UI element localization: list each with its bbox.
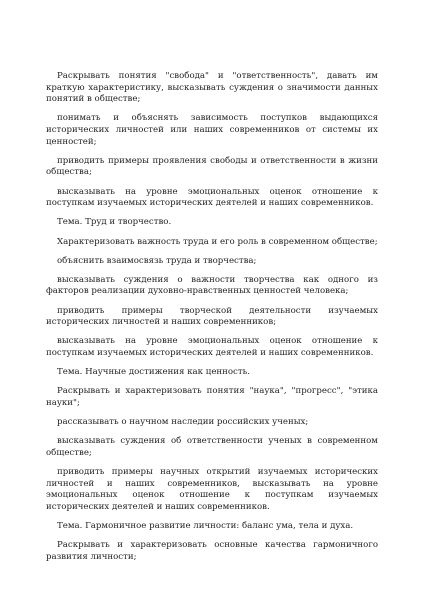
paragraph-freedom-examples: приводить примеры проявления свободы и ответственности в жизни общества; <box>46 155 378 178</box>
paragraph-harmony-qualities: Раскрывать и характеризовать основные качества гармоничного развития личности; <box>46 540 378 562</box>
paragraph-creativity-judgement: высказывать суждения о важности творчества как одного из факторов реализации духовно-нравственных ценностей человека; <box>46 274 378 297</box>
topic-heading-labor: Тема. Труд и творчество. <box>57 217 172 228</box>
paragraph-labor-creativity: объяснить взаимосвязь труда и творчества; <box>57 255 257 266</box>
paragraph-values-dependency: понимать и объяснять зависимость поступков выдающихся исторических личностей или наших современников от системы их ценностей; <box>46 113 378 147</box>
topic-heading-harmony: Тема. Гармоничное развитие личности: баланс ума, тела и духа. <box>57 521 354 532</box>
paragraph-scientific-heritage: рассказывать о научном наследии российских ученых; <box>57 417 309 428</box>
paragraph-emotional-assessment: высказывать на уровне эмоциональных оценок отношение к поступкам изучаемых исторических деятелей и наших современников. <box>46 186 378 209</box>
paragraph-science-concepts: Раскрывать и характеризовать понятия "наука", "прогресс", "этика науки"; <box>46 386 378 408</box>
paragraph-scientist-responsibility: высказывать суждения об ответственности ученых в современном обществе; <box>46 436 378 458</box>
paragraph-discovery-examples: приводить примеры научных открытий изучаемых исторических личностей и наших современников, высказывать на уровне эмоциональных оценок отношение к поступкам изучаемых исторических деятелей и наших современников. <box>46 467 378 512</box>
document-body <box>46 71 378 571</box>
paragraph-labor-importance: Характеризовать важность труда и его роль в современном обществе; <box>57 236 378 247</box>
paragraph-creative-examples: приводить примеры творческой деятельности изучаемых исторических личностей и наших современников; <box>46 305 378 328</box>
paragraph-emotional-assessment-2: высказывать на уровне эмоциональных оценок отношение к поступкам изучаемых исторических деятелей и наших современников. <box>46 336 378 359</box>
paragraph-freedom-responsibility: Раскрывать понятия "свобода" и "ответственность", давать им краткую характеристику, высказывать суждения о значимости данных понятий в обществе; <box>46 71 378 105</box>
topic-heading-science: Тема. Научные достижения как ценность. <box>57 367 251 378</box>
